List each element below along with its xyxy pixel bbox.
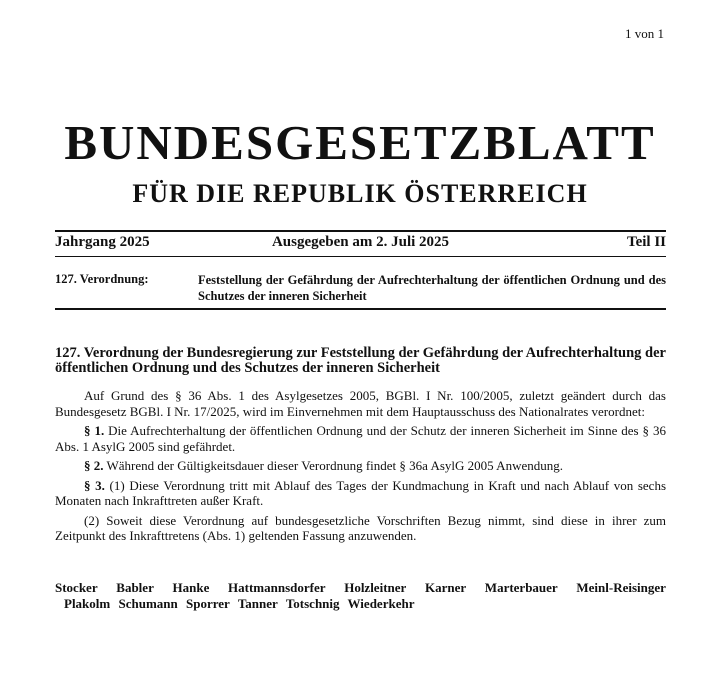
signatory: Karner bbox=[424, 580, 467, 595]
divider-top bbox=[55, 230, 666, 232]
signatories-line-1 bbox=[55, 580, 666, 596]
section-2-label: § 2. bbox=[84, 458, 104, 473]
divider-contents bbox=[55, 308, 666, 310]
section-3-subsection-2: (2) Soweit diese Verordnung auf bundesgesetzliche Vorschriften Bezug nimmt, sind diese in ihrer zum Zeitpunkt des Inkrafttretens (Abs. 1) geltenden Fassung anzuwenden. bbox=[55, 512, 666, 543]
signatories bbox=[55, 580, 666, 612]
signatory: Sporrer bbox=[185, 596, 230, 611]
ordinance-body bbox=[55, 388, 666, 548]
signatory: Babler bbox=[116, 580, 154, 595]
signatory: Holzleitner bbox=[344, 580, 407, 595]
section-3-paragraph bbox=[55, 478, 666, 509]
divider-issue bbox=[55, 256, 666, 257]
signatory: Schumann bbox=[118, 596, 178, 611]
contents-number: 127. Verordnung: bbox=[55, 272, 149, 286]
section-1-text: Die Aufrechterhaltung der öffentlichen Ordnung und der Schutz der inneren Sicherheit im Sinne des § 36 Abs. 1 AsylG 2005 sind gefährdet. bbox=[55, 423, 667, 454]
signatory: Stocker bbox=[55, 580, 98, 595]
signatory: Totschnig bbox=[285, 596, 340, 611]
section-1-paragraph bbox=[55, 423, 666, 454]
signatories-line-2 bbox=[55, 596, 666, 612]
signatory: Marterbauer bbox=[484, 580, 558, 595]
section-2-text: Während der Gültigkeitsdauer dieser Verordnung findet § 36a AsylG 2005 Anwendung. bbox=[106, 458, 563, 473]
section-3-text-1: (1) Diese Verordnung tritt mit Ablauf des Tages der Kundmachung in Kraft und nach Ablauf von sechs Monaten nach Inkrafttreten außer Kraft. bbox=[55, 477, 667, 508]
signatory: Plakolm bbox=[64, 596, 111, 611]
signatory: Hattmannsdorfer bbox=[228, 580, 326, 595]
ordinance-heading: 127. Verordnung der Bundesregierung zur Feststellung der Gefährdung der Aufrechterhaltung der öffentlichen Ordnung und des Schutzes der inneren Sicherheit bbox=[55, 345, 666, 376]
signatory: Tanner bbox=[237, 596, 278, 611]
issue-year: Jahrgang 2025 bbox=[55, 234, 150, 250]
section-3-label: § 3. bbox=[84, 477, 105, 493]
issue-date: Ausgegeben am 2. Juli 2025 bbox=[271, 234, 450, 250]
section-1-label: § 1. bbox=[84, 423, 105, 438]
masthead-title: BUNDESGESETZBLATT bbox=[64, 115, 656, 170]
signatory: Wiederkehr bbox=[347, 596, 415, 611]
contents-title: Feststellung der Gefährdung der Aufrechterhaltung der öffentlichen Ordnung und des Schutzes der inneren Sicherheit bbox=[198, 273, 666, 303]
signatory: Meinl-Reisinger bbox=[576, 580, 666, 595]
page-number: 1 von 1 bbox=[625, 26, 664, 41]
issue-part: Teil II bbox=[626, 234, 666, 250]
preamble-paragraph: Auf Grund des § 36 Abs. 1 des Asylgesetzes 2005, BGBl. I Nr. 100/2005, zuletzt geändert durch das Bundesgesetz BGBl. I Nr. 17/2025, wird im Einvernehmen mit dem Hauptausschuss des Nationalrates verordnet: bbox=[55, 388, 666, 419]
masthead-subtitle: FÜR DIE REPUBLIK ÖSTERREICH bbox=[132, 179, 588, 208]
signatory: Hanke bbox=[172, 580, 210, 595]
section-2-paragraph bbox=[55, 458, 666, 474]
